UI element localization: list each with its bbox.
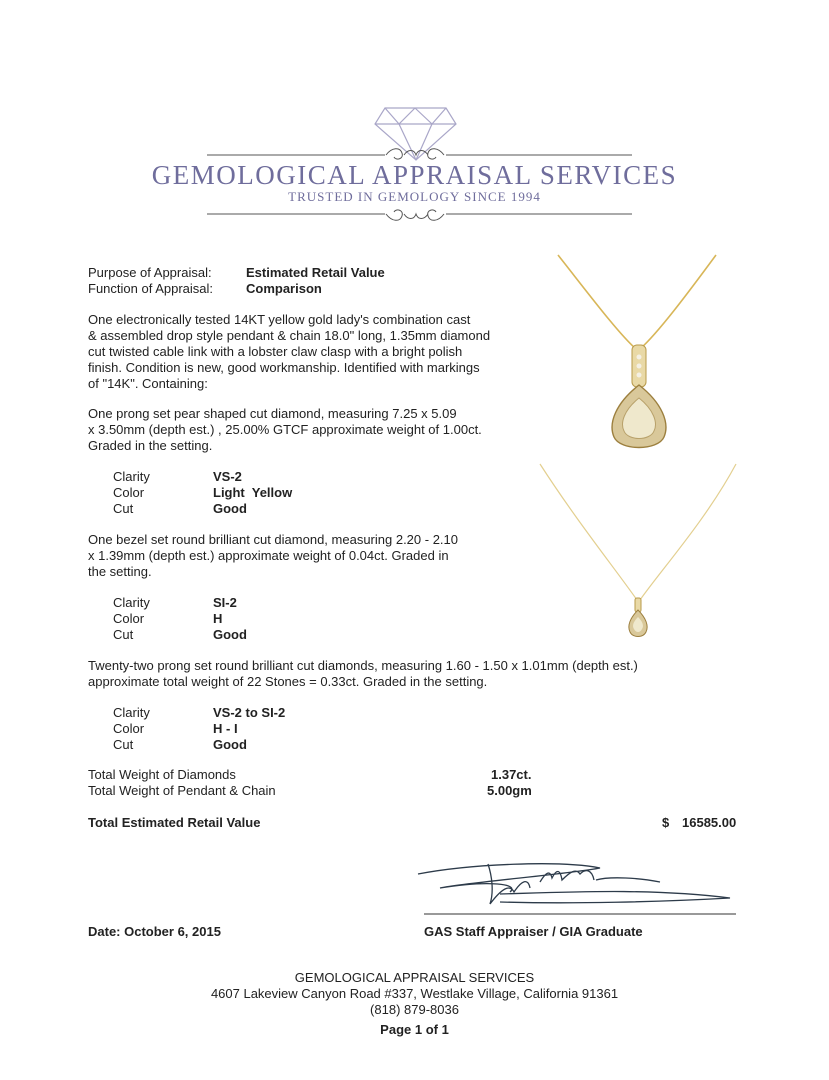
purpose-value: Estimated Retail Value — [246, 265, 385, 280]
stone1-line: Graded in the setting. — [88, 438, 213, 453]
description-line: of "14K". Containing: — [88, 376, 208, 391]
stone2-cut-value: Good — [213, 627, 247, 642]
stone2-clarity-label: Clarity — [113, 595, 150, 610]
stone2-line: One bezel set round brilliant cut diamond, measuring 2.20 - 2.10 — [88, 532, 458, 547]
total-diamonds-label: Total Weight of Diamonds — [88, 767, 236, 782]
stone3-description — [88, 658, 638, 690]
stone1-cut-value: Good — [213, 501, 247, 516]
stone1-description — [88, 406, 482, 454]
signature-image — [410, 858, 740, 918]
function-label: Function of Appraisal: — [88, 281, 214, 296]
pendant-closeup-photo — [548, 253, 723, 463]
stone3-clarity-label: Clarity — [113, 705, 150, 720]
appraiser-title: GAS Staff Appraiser / GIA Graduate — [424, 924, 643, 939]
stone1-clarity-label: Clarity — [113, 469, 150, 484]
stone3-line: approximate total weight of 22 Stones = 0.33ct. Graded in the setting. — [88, 674, 488, 689]
stone2-cut-label: Cut — [113, 627, 134, 642]
stone1-line: One prong set pear shaped cut diamond, measuring 7.25 x 5.09 — [88, 406, 457, 421]
description-line: finish. Condition is new, good workmanship. Identified with markings — [88, 360, 480, 375]
total-retail-currency: $ — [662, 815, 670, 830]
pendant-full-photo — [536, 460, 741, 645]
footer-address: 4607 Lakeview Canyon Road #337, Westlake Village, California 91361 — [210, 986, 619, 1001]
stone1-color-label: Color — [113, 485, 145, 500]
stone2-line: the setting. — [88, 564, 152, 579]
footer-company: GEMOLOGICAL APPRAISAL SERVICES — [294, 970, 535, 985]
description-line: & assembled drop style pendant & chain 18.0" long, 1.35mm diamond — [88, 328, 491, 343]
description-line: One electronically tested 14KT yellow gold lady's combination cast — [88, 312, 471, 327]
stone1-color-value: Light Yellow — [213, 485, 293, 500]
stone3-line: Twenty-two prong set round brilliant cut diamonds, measuring 1.60 - 1.50 x 1.01mm (depth est.) — [88, 658, 638, 673]
stone3-cut-value: Good — [213, 737, 247, 752]
function-value: Comparison — [246, 281, 322, 296]
footer-phone: (818) 879-8036 — [370, 1002, 459, 1017]
description-line: cut twisted cable link with a lobster claw clasp with a bright polish — [88, 344, 463, 359]
total-diamonds-value: 1.37ct. — [491, 767, 532, 782]
purpose-label: Purpose of Appraisal: — [88, 265, 212, 280]
company-logo — [0, 88, 829, 228]
diamond-logo-icon — [0, 88, 829, 228]
stone2-description — [88, 532, 458, 580]
stone1-clarity-value: VS-2 — [213, 469, 242, 484]
stone1-line: x 3.50mm (depth est.) , 25.00% GTCF approximate weight of 1.00ct. — [88, 422, 482, 437]
stone2-color-label: Color — [113, 611, 145, 626]
total-retail-label: Total Estimated Retail Value — [88, 815, 261, 830]
stone3-color-label: Color — [113, 721, 145, 736]
stone2-line: x 1.39mm (depth est.) approximate weight of 0.04ct. Graded in — [88, 548, 449, 563]
stone3-cut-label: Cut — [113, 737, 134, 752]
stone2-clarity-value: SI-2 — [213, 595, 237, 610]
item-description — [88, 312, 490, 392]
stone3-clarity-value: VS-2 to SI-2 — [213, 705, 286, 720]
total-pendant-value: 5.00gm — [487, 783, 532, 798]
company-name: GEMOLOGICAL APPRAISAL SERVICES — [151, 160, 678, 190]
company-tagline: TRUSTED IN GEMOLOGY SINCE 1994 — [288, 189, 541, 204]
total-retail-value: 16585.00 — [682, 815, 737, 830]
stone3-color-value: H - I — [213, 721, 238, 736]
stone2-color-value: H — [213, 611, 223, 626]
appraisal-date: Date: October 6, 2015 — [88, 924, 221, 939]
total-pendant-label: Total Weight of Pendant & Chain — [88, 783, 276, 798]
stone1-cut-label: Cut — [113, 501, 134, 516]
page-number: Page 1 of 1 — [380, 1022, 449, 1037]
